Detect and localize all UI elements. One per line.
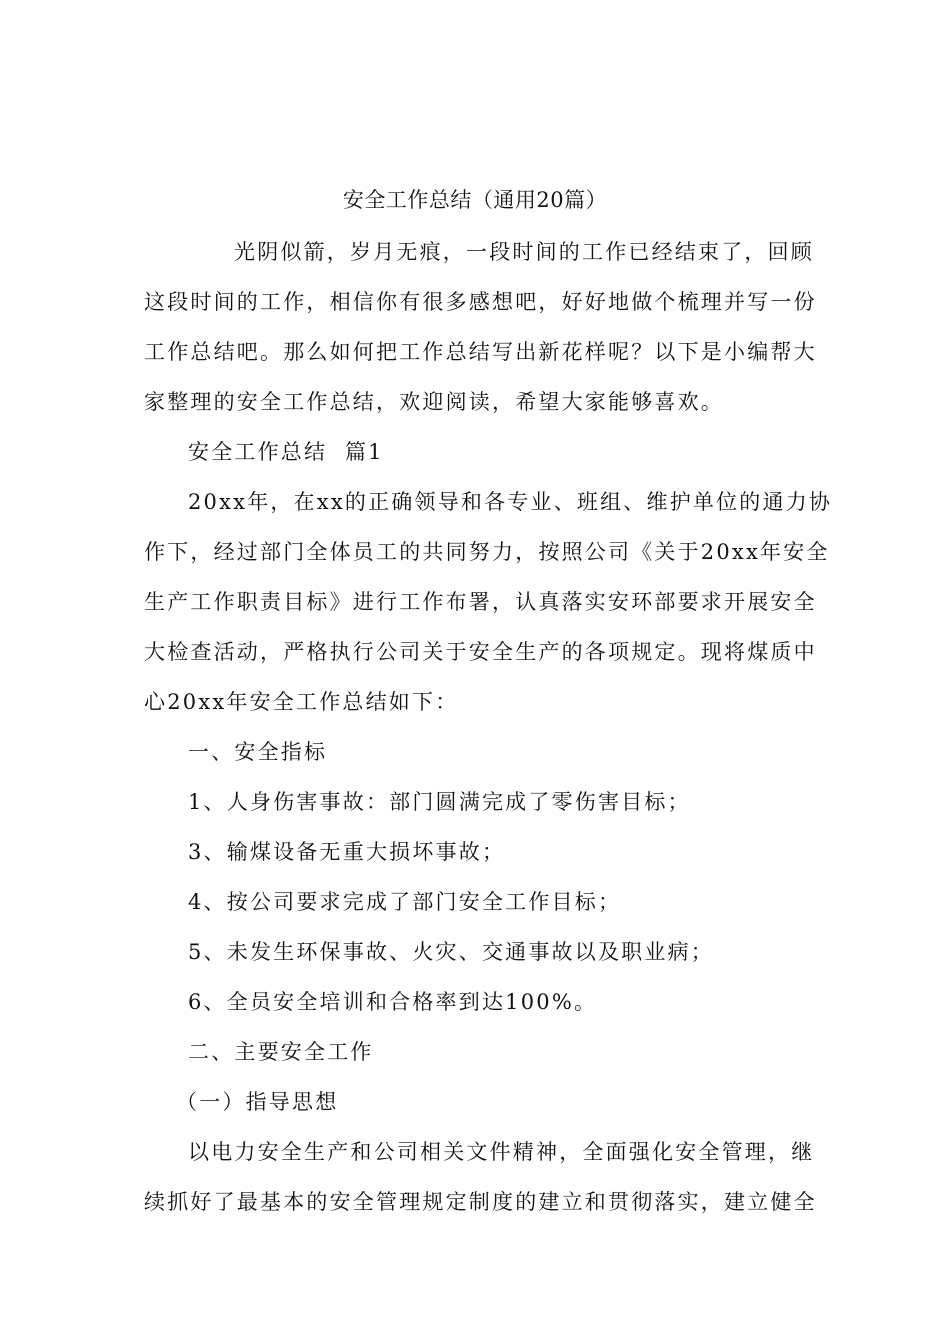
paragraph-line: 生产工作职责目标》进行工作布署，认真落实安环部要求开展安全 [144,590,817,614]
paragraph-line: 心20xx年安全工作总结如下： [144,690,459,714]
list-item: 1、人身伤害事故：部门圆满完成了零伤害目标； [188,790,691,814]
paragraph-line: 20xx年，在xx的正确领导和各专业、班组、维护单位的通力协 [188,490,833,514]
list-item: 6、全员安全培训和合格率到达100%。 [188,990,598,1014]
heading-safety-indicators: 一、安全指标 [188,740,328,764]
paragraph-line: 大检查活动，严格执行公司关于安全生产的各项规定。现将煤质中 [144,640,817,664]
intro-line: 工作总结吧。那么如何把工作总结写出新花样呢？以下是小编帮大 [144,340,817,364]
paragraph-line: 以电力安全生产和公司相关文件精神，全面强化安全管理，继 [188,1140,815,1164]
document-title: 安全工作总结（通用20篇） [342,188,608,212]
list-item: 4、按公司要求完成了部门安全工作目标； [188,890,622,914]
list-item: 5、未发生环保事故、火灾、交通事故以及职业病； [188,940,714,964]
intro-line: 光阴似箭，岁月无痕，一段时间的工作已经结束了，回顾 [234,240,814,264]
list-item: 3、输煤设备无重大损坏事故； [188,840,506,864]
section-heading: 安全工作总结 篇1 [188,440,384,464]
paragraph-line: 作下，经过部门全体员工的共同努力，按照公司《关于20xx年安全 [144,540,830,564]
heading-main-work: 二、主要安全工作 [188,1040,374,1064]
intro-line: 这段时间的工作，相信你有很多感想吧，好好地做个梳理并写一份 [144,290,817,314]
subheading-guiding-idea: （一）指导思想 [176,1090,339,1114]
intro-line: 家整理的安全工作总结，欢迎阅读，希望大家能够喜欢。 [144,390,724,414]
paragraph-line: 续抓好了最基本的安全管理规定制度的建立和贯彻落实，建立健全 [144,1190,817,1214]
